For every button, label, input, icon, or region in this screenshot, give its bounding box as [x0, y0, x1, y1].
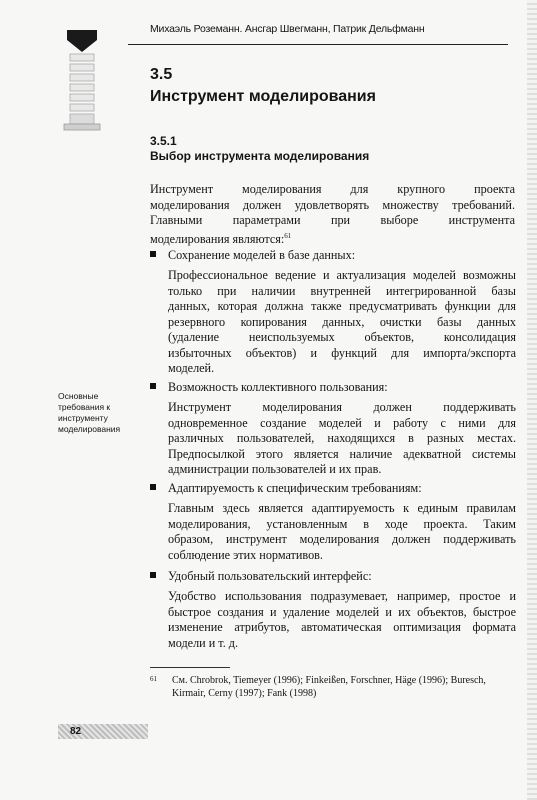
page-number: 82	[70, 726, 82, 737]
list-item-heading	[150, 569, 372, 585]
subsection-title: Выбор инструмента моделирования	[150, 149, 370, 163]
item-paragraph	[168, 400, 516, 478]
intro-line: Инструмент моделирования для крупного проекта	[150, 182, 515, 196]
list-item-heading	[150, 248, 355, 264]
item-line: быстрое создания и удаление моделей и их объектов, быстрое	[168, 604, 516, 619]
item-line: только при наличии внутренней интегрированной базы	[168, 283, 516, 298]
item-line: одновременное создание моделей и работу с ними для	[168, 415, 516, 430]
item-line: различных пользователей, находящихся в разных местах.	[168, 431, 516, 445]
item-heading-text: Адаптируемость к специфическим требованиям:	[168, 481, 422, 495]
item-line: (удаление неиспользуемых объектов, консолидация	[168, 330, 516, 344]
scan-edge-noise	[527, 0, 537, 800]
margin-note-line: инструменту	[58, 413, 108, 423]
item-line: моделей.	[168, 361, 215, 375]
running-header-authors: Михаэль Роземанн. Ансгар Швегманн, Патрик Дельфманн	[150, 23, 425, 35]
decorative-ornament-icon	[64, 30, 100, 130]
item-line: администрации пользователей и их прав.	[168, 462, 382, 476]
margin-note-line: требования к	[58, 402, 111, 412]
footnote-text	[172, 674, 515, 700]
item-line: Инструмент моделирования должен поддерживать	[168, 400, 516, 414]
header-rule	[128, 44, 508, 45]
item-line: образом, инструмент моделирования должен поддерживать	[168, 532, 516, 546]
item-line: моделирования, установленным в ходе проекта. Таким	[168, 516, 516, 531]
subsection-number: 3.5.1	[150, 134, 177, 148]
footnote-line: См. Chrobrok, Tiemeyer (1996); Finkeißen, Forschner, Häge (1996); Buresch,	[172, 675, 486, 686]
item-line: модели и т. д.	[168, 635, 239, 650]
item-paragraph	[168, 501, 516, 563]
bullet-square-icon	[150, 484, 156, 490]
intro-line: Главными параметрами при выборе инструмента	[150, 213, 515, 227]
bullet-square-icon	[150, 383, 156, 389]
item-line: избыточных объектов) и функций для импорта/экспорта	[168, 345, 516, 360]
footnote-rule	[150, 667, 230, 668]
intro-line: моделирования должен удовлетворять множеству требований.	[150, 197, 515, 212]
item-paragraph	[168, 268, 516, 377]
list-item-heading	[150, 481, 422, 497]
section-title: Инструмент моделирования	[150, 88, 376, 105]
item-heading-text: Возможность коллективного пользования:	[168, 380, 388, 394]
item-line: резервного копирования данных, очистки базы данных	[168, 314, 516, 329]
footnote-line: Kirmair, Cerny (1997); Fank (1998)	[172, 688, 317, 699]
item-line: Профессиональное ведение и актуализация моделей возможны	[168, 268, 516, 282]
item-heading-text: Сохранение моделей в базе данных:	[168, 248, 356, 262]
item-paragraph	[168, 589, 516, 651]
item-line: изменение атрибутов, автоматическая оптимизация формата	[168, 620, 516, 634]
margin-note-line: моделирования	[58, 424, 121, 434]
footnote-mark: 61	[150, 675, 157, 683]
item-line: Удобство использования подразумевает, например, простое и	[168, 589, 516, 603]
intro-line: моделирования являются:	[150, 231, 285, 246]
item-line: Предпосылкой этого является наличие адекватной системы	[168, 446, 516, 461]
item-heading-text: Удобный пользовательский интерфейс:	[168, 569, 372, 583]
intro-line-last	[150, 229, 515, 248]
item-line: соблюдение этих нормативов.	[168, 547, 323, 562]
bullet-square-icon	[150, 572, 156, 578]
list-item-heading	[150, 380, 388, 396]
margin-note	[58, 391, 140, 435]
margin-note-line: Основные	[58, 391, 99, 401]
section-number: 3.5	[150, 66, 173, 83]
bullet-square-icon	[150, 251, 156, 257]
item-line: Главным здесь является адаптируемость к единым правилам	[168, 501, 516, 515]
item-line: данных, которая должна также предусматривать функции для	[168, 299, 516, 313]
intro-paragraph	[150, 182, 515, 247]
footnote-reference: 61	[284, 231, 292, 240]
